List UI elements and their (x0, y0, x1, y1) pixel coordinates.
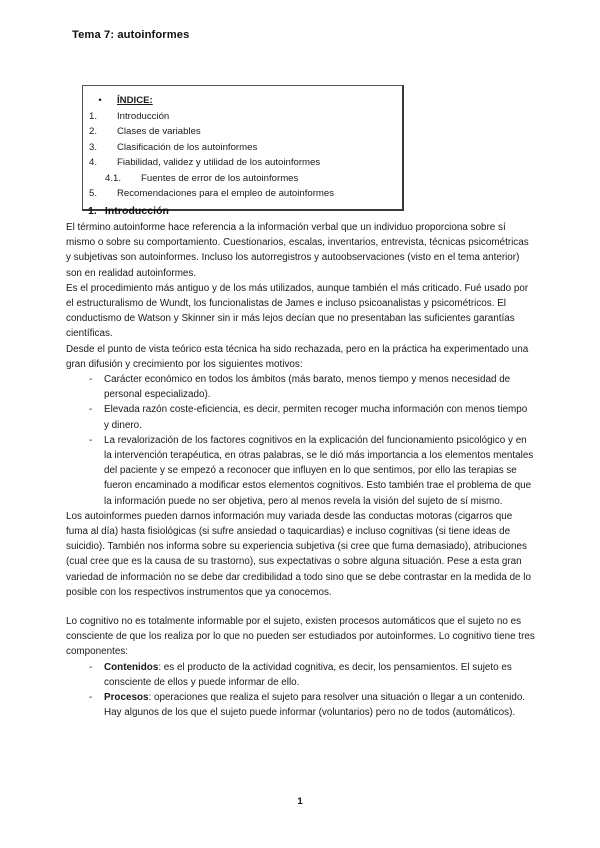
dash-marker: - (89, 374, 93, 386)
index-subitem-marker: 4.1. (105, 172, 122, 184)
index-item-marker: 5. (89, 188, 98, 199)
index-heading-label: ÍNDICE: (117, 95, 153, 106)
index-item-label: Recomendaciones para el empleo de autoinformes (117, 188, 335, 199)
document-body (66, 206, 536, 721)
index-item-4-1[interactable] (83, 171, 396, 187)
index-item-label: Fiabilidad, validez y utilidad de los autoinformes (117, 157, 321, 168)
index-heading-row (83, 93, 396, 109)
components-list (66, 660, 536, 721)
list-item-text: Carácter económico en todos los ámbitos (más barato, menos tiempo y menos necesidad de personal especializado). (104, 374, 511, 401)
dash-marker: - (89, 434, 93, 446)
section-heading (88, 206, 536, 217)
paragraph-4: Los autoinformes pueden darnos información muy variada desde las conductas motoras (cigarros que fuma al día) hasta fisiológicas (si sufre ansiedad o taquicardias) e incluso cognitivas (si tiene ideas de suicidio). También nos informa sobre su experiencia subjetiva (si cree que fuma demasiado), atribuciones (cual cree que es la causa de su trastorno), sus expectativas o sobre alguna situación. Pese a esta gran variedad de información no se debe dar credibilidad a todo sino que se debe contrastar en la medida de lo posible con los respectivos instrumentos que ya conocemos. (66, 510, 531, 598)
document-title: Tema 7: autoinformes (72, 29, 190, 41)
index-item-5[interactable] (83, 186, 396, 202)
list-item-text: La revalorización de los factores cognitivos en la explicación del funcionamiento psicológico y en la intervención terapéutica, en otras palabras, se le dió más importancia a los elementos mentales del paciente y se empezó a reconocer que influyen en lo que sentimos, por ello las terapias se fueron encaminado a modificar estos elementos cognitivos. Esto también trae el problema de que la información puede no ser objetiva, pero al menos revela la visión del sujeto de sí mismo. (104, 434, 534, 507)
dash-marker: - (89, 404, 93, 416)
list-item (66, 372, 536, 402)
list-item (66, 660, 536, 690)
index-item-label: Clasificación de los autoinformes (117, 141, 258, 153)
bullet-icon: • (98, 95, 102, 106)
index-item-label: Introducción (117, 110, 170, 122)
index-item-4[interactable] (83, 155, 396, 171)
index-subitem-label: Fuentes de error de los autoinformes (141, 172, 299, 184)
index-item-1[interactable] (83, 109, 396, 125)
index-box (82, 85, 404, 211)
index-item-2[interactable] (83, 124, 396, 140)
motives-list (66, 372, 536, 509)
page-number: 1 (297, 796, 303, 807)
index-item-marker: 1. (89, 110, 98, 122)
paragraph-5: Lo cognitivo no es totalmente informable por el sujeto, existen procesos automáticos que el sujeto no es consciente de que los realiza por lo que no pueden ser estudiados por autoinformes. Lo cognitivo tiene tres componentes: (66, 616, 535, 658)
list-item-text: Elevada razón coste-eficiencia, es decir, permiten recoger mucha información con menos tiempo y dinero. (104, 404, 528, 431)
index-item-3[interactable] (83, 140, 396, 156)
term-label: Contenidos (104, 661, 159, 673)
section-number: 1. (88, 206, 97, 217)
list-item (66, 402, 536, 432)
term-definition: : es el producto de la actividad cognitiva, es decir, los pensamientos. El sujeto es consciente de ellos y puede informar de ello. (104, 661, 512, 688)
list-item (66, 690, 536, 720)
paragraph-1: El término autoinforme hace referencia a la información verbal que un individuo proporciona sobre sí mismo o sobre su comportamiento. Cuestionarios, escalas, inventarios, entrevista, técnicas psicométricas y subjetivas son autoinformes. Incluso los autorregistros y autoobservaciones (visto en el tema anterior) son en realidad autoinformes. (66, 222, 529, 279)
paragraph-2: Es el procedimiento más antiguo y de los más utilizados, aunque también el más criticado. Fué usado por el estructuralismo de Wundt, los funcionalistas de James e incluso psicoanalistas y psicométricos. El conductismo de Watson y Skinner sin ir más lejos decían que no presentaban las suficientes garantías científicas. (66, 282, 529, 340)
index-item-marker: 4. (89, 157, 98, 168)
index-item-label: Clases de variables (117, 126, 201, 137)
term-definition: : operaciones que realiza el sujeto para resolver una situación o llegar a un contenido. Hay algunos de los que el sujeto puede informar (voluntarios) pero no de todos (automáticos). (104, 692, 526, 719)
term-label: Procesos (104, 692, 149, 704)
index-item-marker: 2. (89, 126, 98, 137)
dash-marker: - (89, 661, 93, 673)
section-title: Introducción (104, 206, 169, 217)
list-item (66, 433, 536, 509)
list-item-text (104, 660, 536, 690)
paragraph-3: Desde el punto de vista teórico esta técnica ha sido rechazada, pero en la práctica ha experimentado una gran difusión y crecimiento por los siguientes motivos: (66, 343, 529, 370)
dash-marker: - (89, 692, 93, 704)
list-item-text (104, 690, 536, 720)
index-item-marker: 3. (89, 141, 98, 153)
